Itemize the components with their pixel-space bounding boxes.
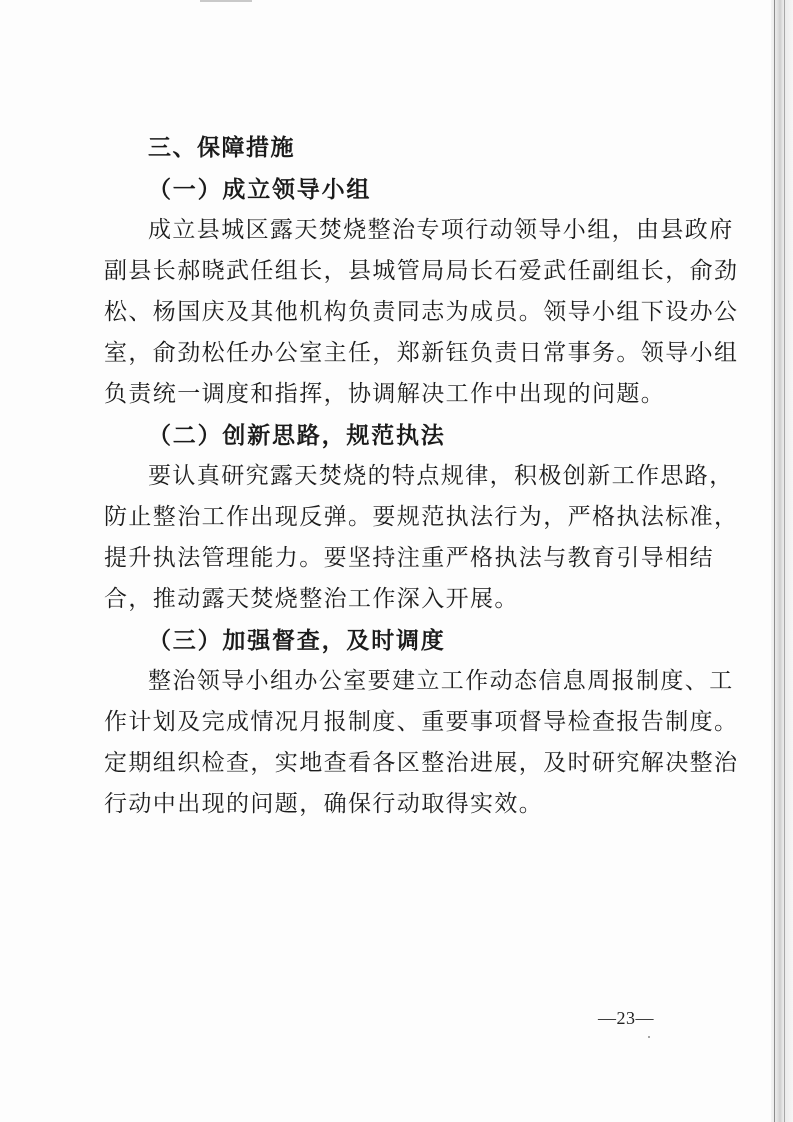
document-body	[104, 128, 739, 825]
page-edge-line	[774, 0, 775, 1122]
scan-speck	[648, 1036, 650, 1038]
paragraph-line: 整治领导小组办公室要建立工作动态信息周报制度、工	[148, 668, 734, 694]
paragraph-line: 作计划及完成情况月报制度、重要事项督导检查报告制度。	[104, 709, 739, 735]
paragraph-line: 室，俞劲松任办公室主任，郑新钰负责日常事务。领导小组	[104, 340, 739, 366]
paragraph-line: 防止整治工作出现反弹。要规范执法行为，严格执法标准，	[104, 504, 739, 530]
page-number: —23—	[598, 1008, 654, 1028]
subsection-title-2: （二）创新思路，规范执法	[148, 422, 446, 449]
paragraph-line: 松、杨国庆及其他机构负责同志为成员。领导小组下设办公	[104, 299, 739, 325]
paragraph-line: 提升执法管理能力。要坚持注重严格执法与教育引导相结	[104, 545, 714, 571]
subsection-title-1: （一）成立领导小组	[148, 176, 372, 203]
paragraph-line: 负责统一调度和指挥，协调解决工作中出现的问题。	[104, 381, 666, 407]
page-edge-line-inner	[784, 0, 785, 1122]
subsection-title-3: （三）加强督查，及时调度	[148, 627, 446, 654]
section-heading: 三、保障措施	[148, 135, 295, 161]
paragraph-line: 副县长郝晓武任组长，县城管局局长石爱武任副组长，俞劲	[104, 258, 739, 284]
paragraph-line: 成立县城区露天焚烧整治专项行动领导小组，由县政府	[148, 217, 734, 243]
paragraph-line: 合，推动露天焚烧整治工作深入开展。	[104, 586, 519, 612]
paragraph-line: 要认真研究露天焚烧的特点规律，积极创新工作思路，	[148, 463, 734, 489]
scan-mark	[200, 0, 252, 2]
paragraph-line: 行动中出现的问题，确保行动取得实效。	[104, 791, 544, 817]
paragraph-line: 定期组织检查，实地查看各区整治进展，及时研究解决整治	[104, 750, 739, 776]
